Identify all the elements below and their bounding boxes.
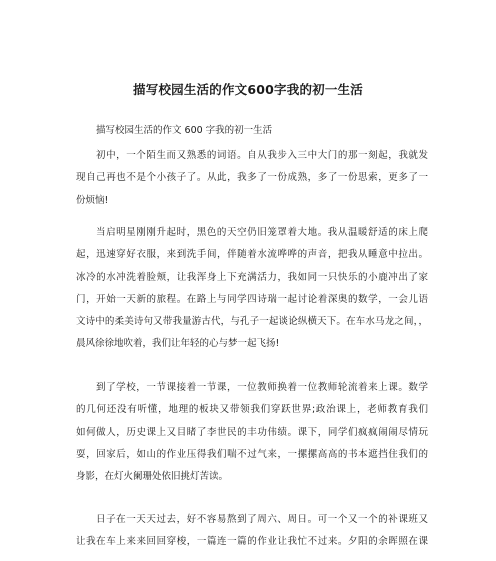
paragraph-line: 现自己再也不是个小孩子了。从此，我多了一份成熟，多了一份思索，更多了一 bbox=[76, 172, 428, 184]
paragraph-line: 当启明星刚刚升起时，黑色的天空仍旧笼罩着大地。我从温暖舒适的床上爬 bbox=[96, 227, 428, 238]
paragraph-line: 起，迅速穿好衣服，来到洗手间，伴随着水流哗哗的声音，把我从睡意中拉出。 bbox=[76, 249, 428, 261]
paragraph-4 bbox=[76, 509, 428, 554]
paragraph-line: 冰冷的水冲洗着脸颊，让我浑身上下充满活力，我如同一只快乐的小鹿冲出了家 bbox=[76, 271, 428, 283]
paragraph-3 bbox=[76, 377, 428, 488]
paragraph-line: 初中，一个陌生而又熟悉的词语。自从我步入三中大门的那一刻起，我就发 bbox=[96, 150, 428, 161]
paragraph-line: 如何做人，历史课上又目睹了李世民的丰功伟绩。课下，同学们疯疯闹闹尽情玩 bbox=[76, 426, 428, 438]
paragraph-line: 身影，在灯火阑珊处依旧挑灯苦读。 bbox=[76, 471, 229, 483]
document-title: 描写校园生活的作文600字我的初一生活 bbox=[133, 82, 363, 97]
paragraph-2 bbox=[76, 222, 428, 356]
paragraph-1 bbox=[76, 145, 428, 212]
paragraph-line: 到了学校，一节课接着一节课，一位教师换着一位教师轮流着来上课。数学 bbox=[96, 382, 428, 393]
paragraph-line: 让我在车上来来回回穿梭，一篇连一篇的作业让我忙不过来。夕阳的余晖照在课 bbox=[76, 536, 428, 548]
paragraph-line: 份烦恼! bbox=[76, 194, 109, 206]
paragraph-line: 耍，回家后，如山的作业压得我们喘不过气来，一摞摞高高的书本遮挡住我们的 bbox=[76, 448, 428, 460]
paragraph-line: 日子在一天天过去，好不容易熬到了周六、周日。可一个又一个的补课班又 bbox=[96, 514, 428, 525]
paragraph-line: 的几何还没有听懂，地理的板块又带领我们穿跃世界;政治课上，老师教育我们 bbox=[76, 404, 428, 416]
paragraph-line: 门，开始一天新的旅程。在路上与同学四诗瑞一起讨论着深奥的数学，一会儿语 bbox=[76, 293, 428, 305]
document-subtitle: 描写校园生活的作文 600 字我的初一生活 bbox=[96, 125, 273, 136]
paragraph-line: 晨风徐徐地吹着，我们让年轻的心与梦一起飞扬! bbox=[76, 338, 280, 350]
paragraph-line: 文诗中的柔美诗句又带我量游古代，与孔子一起谈论纵横天下。在车水马龙之间，， bbox=[76, 316, 428, 328]
